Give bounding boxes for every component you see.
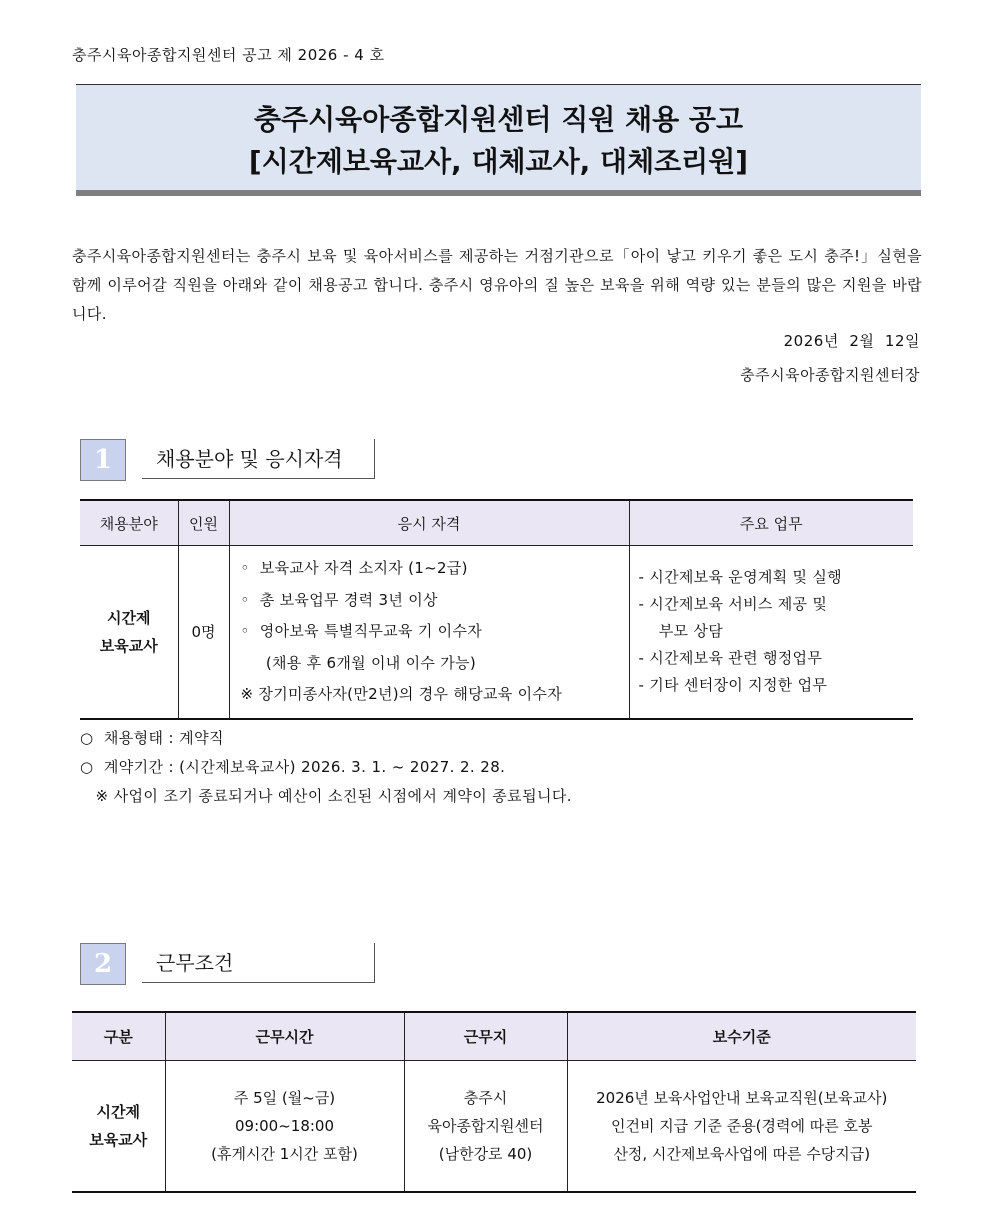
field-line-1: 시간제 [107,608,151,627]
table-header-row [80,500,913,546]
section-title-2: 근무조건 [142,943,375,983]
qualification-item: ◦ 총 보육업무 경력 3년 이상 [240,590,438,609]
intro-section [72,242,922,329]
employment-notes [80,724,572,811]
working-conditions-table [72,1011,916,1193]
hours-cell [165,1061,404,1193]
header-location: 근무지 [404,1012,567,1061]
duties-cell [629,546,913,719]
section-number-1: 1 [80,439,126,481]
hours-line: (휴게시간 1시간 포함) [211,1145,358,1163]
pay-line: 2026년 보육사업안내 보육교직원(보육교사) [596,1089,888,1107]
table-row [80,546,913,719]
duty-item: 부모 상담 [638,622,724,641]
contract-period: ○ 계약기간 : (시간제보육교사) 2026. 3. 1. ~ 2027. 2. 28. [80,758,506,776]
duty-item: - 시간제보육 서비스 제공 및 [638,595,828,614]
duty-item: - 시간제보육 관련 행정업무 [638,649,823,668]
notice-number: 충주시육아종합지원센터 공고 제 2026 - 4 호 [72,46,385,64]
hours-line: 09:00~18:00 [234,1117,335,1135]
header-count: 인원 [178,500,229,546]
header-hours: 근무시간 [165,1012,404,1061]
header-duties: 주요 업무 [629,500,913,546]
table-header-row [72,1012,916,1061]
recruitment-table [80,499,913,720]
title-banner [76,84,921,196]
pay-cell [567,1061,916,1193]
hours-line: 주 5일 (월~금) [233,1089,336,1107]
qualification-item: ※ 장기미종사자(만2년)의 경우 해당교육 이수자 [240,685,563,703]
qualification-cell [229,546,629,719]
category-cell [72,1061,165,1193]
qualification-item: (채용 후 6개월 이내 이수 가능) [240,653,477,672]
qualification-item: ◦ 영아보육 특별직무교육 기 이수자 [240,622,483,640]
section-number-2: 2 [80,943,126,985]
header-pay: 보수기준 [567,1012,916,1061]
pay-line: 인건비 지급 기준 준용(경력에 따른 호봉 [610,1117,873,1135]
field-cell [80,546,178,719]
header-category: 구분 [72,1012,165,1061]
announcement-date: 2026년 2월 12일 [783,332,920,350]
location-line: 육아종합지원센터 [427,1117,544,1135]
qualification-item: ◦ 보육교사 자격 소지자 (1~2급) [240,559,468,577]
signer: 충주시육아종합지원센터장 [740,366,920,384]
header-qualification: 응시 자격 [229,500,629,546]
table-row [72,1061,916,1193]
location-cell [404,1061,567,1193]
location-line: (남한강로 40) [438,1145,533,1163]
category-line-1: 시간제 [96,1103,140,1121]
termination-note: ※ 사업이 조기 종료되거나 예산이 소진된 시점에서 계약이 종료됩니다. [80,787,572,805]
intro-paragraph: 충주시육아종합지원센터는 충주시 보육 및 육아서비스를 제공하는 거점기관으로「아이 낳고 키우기 좋은 도시 충주!」실현을 함께 이루어갈 직원을 아래와 같이 채용공고 합니다. 충주시 영유아의 질 높은 보육을 위해 역량 있는 분들의 많은 지원을 바랍니다. [72,247,922,323]
count-cell: 0명 [178,546,229,719]
duty-item: - 기타 센터장이 지정한 업무 [638,676,828,695]
title-line-2: [시간제보육교사, 대체교사, 대체조리원] [248,145,749,178]
field-line-2: 보육교사 [99,636,158,655]
employment-type: ○ 채용형태 : 계약직 [80,729,224,747]
header-field: 채용분야 [80,500,178,546]
section-title-1: 채용분야 및 응시자격 [142,439,375,479]
location-line: 충주시 [463,1089,508,1107]
category-line-2: 보육교사 [89,1131,148,1149]
pay-line: 산정, 시간제보육사업에 따른 수당지급) [613,1145,871,1163]
duty-item: - 시간제보육 운영계획 및 실행 [638,568,842,587]
title-line-1: 충주시육아종합지원센터 직원 채용 공고 [253,103,744,136]
